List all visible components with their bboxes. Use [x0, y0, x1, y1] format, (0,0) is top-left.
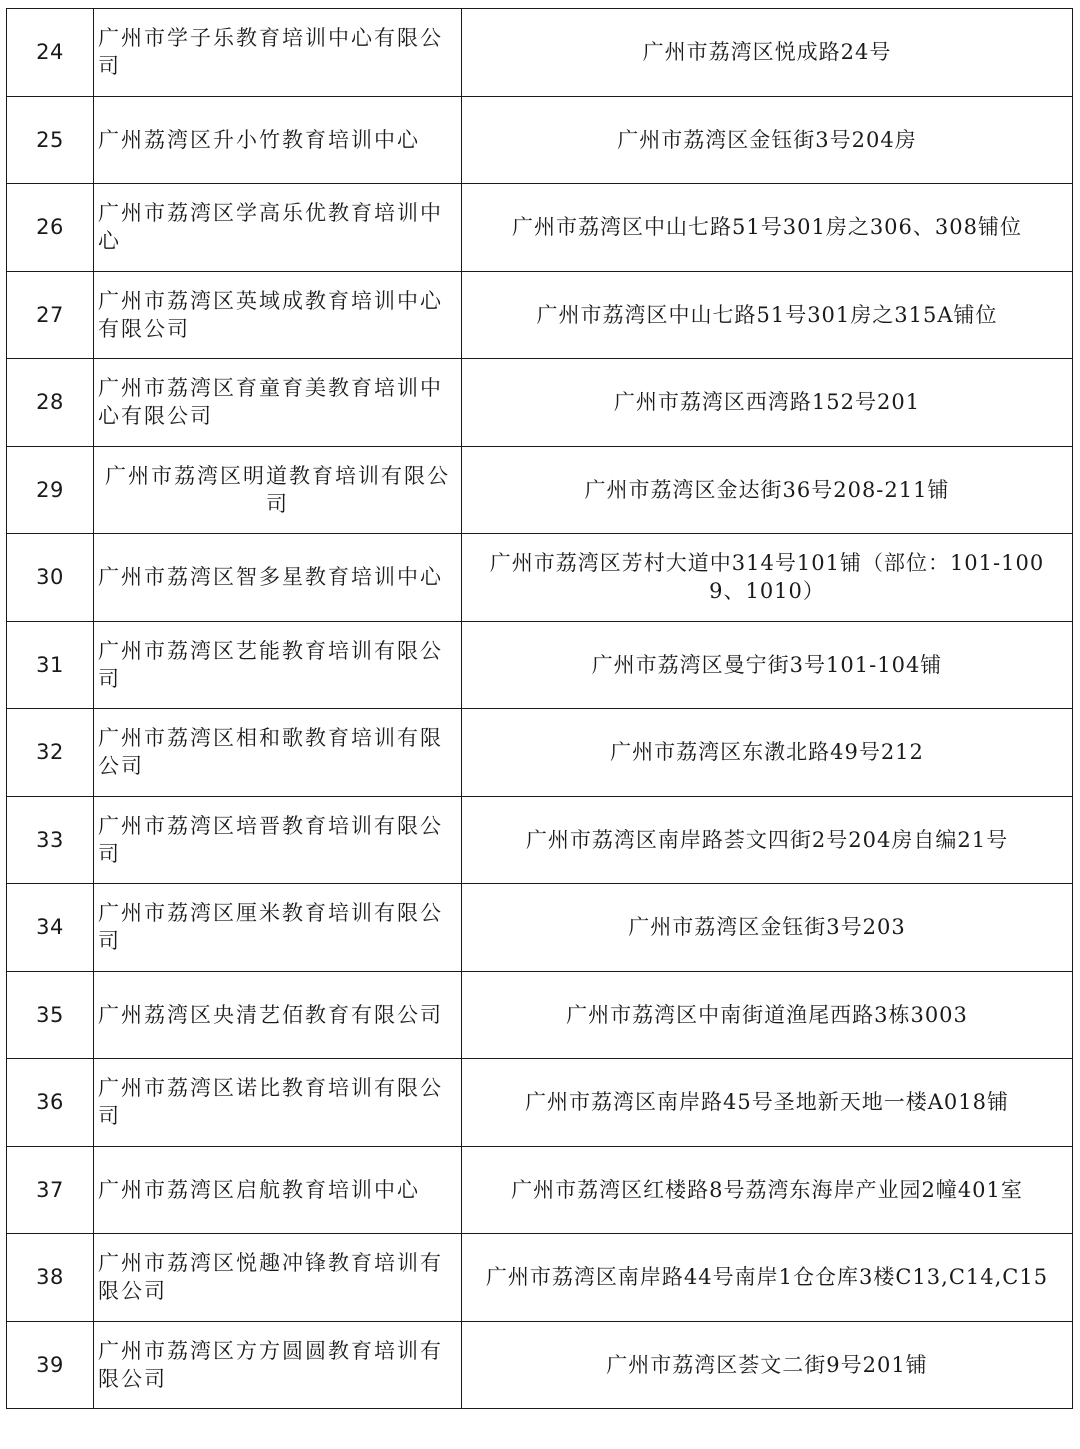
institution-name: 广州市荔湾区明道教育培训有限公司	[94, 446, 462, 534]
row-number: 28	[7, 359, 94, 447]
table-row	[7, 1146, 1073, 1234]
table-row	[7, 709, 1073, 797]
institution-address: 广州市荔湾区中山七路51号301房之315A铺位	[462, 271, 1073, 359]
institution-address: 广州市荔湾区南岸路45号圣地新天地一楼A018铺	[462, 1059, 1073, 1147]
table-row	[7, 1234, 1073, 1322]
table-row	[7, 1059, 1073, 1147]
institution-address: 广州市荔湾区中山七路51号301房之306、308铺位	[462, 184, 1073, 272]
institution-address: 广州市荔湾区金钰街3号204房	[462, 96, 1073, 184]
institution-address: 广州市荔湾区红楼路8号荔湾东海岸产业园2幢401室	[462, 1146, 1073, 1234]
row-number: 34	[7, 884, 94, 972]
table-row	[7, 1321, 1073, 1409]
institution-address: 广州市荔湾区东漖北路49号212	[462, 709, 1073, 797]
row-number: 38	[7, 1234, 94, 1322]
table-row	[7, 884, 1073, 972]
row-number: 33	[7, 796, 94, 884]
institution-address: 广州市荔湾区金钰街3号203	[462, 884, 1073, 972]
institution-address: 广州市荔湾区悦成路24号	[462, 9, 1073, 97]
row-number: 35	[7, 971, 94, 1059]
institution-address: 广州市荔湾区芳村大道中314号101铺（部位：101-1009、1010）	[462, 534, 1073, 622]
table-row	[7, 96, 1073, 184]
institution-name: 广州市荔湾区英域成教育培训中心有限公司	[94, 271, 462, 359]
institution-name: 广州市学子乐教育培训中心有限公司	[94, 9, 462, 97]
row-number: 25	[7, 96, 94, 184]
institution-name: 广州市荔湾区悦趣冲锋教育培训有限公司	[94, 1234, 462, 1322]
table-row	[7, 796, 1073, 884]
row-number: 27	[7, 271, 94, 359]
document-page	[6, 8, 1072, 1409]
row-number: 31	[7, 621, 94, 709]
row-number: 32	[7, 709, 94, 797]
row-number: 30	[7, 534, 94, 622]
institution-name: 广州市荔湾区方方圆圆教育培训有限公司	[94, 1321, 462, 1409]
institution-name: 广州市荔湾区学高乐优教育培训中心	[94, 184, 462, 272]
table-row	[7, 9, 1073, 97]
institution-name: 广州市荔湾区诺比教育培训有限公司	[94, 1059, 462, 1147]
institution-address: 广州市荔湾区西湾路152号201	[462, 359, 1073, 447]
table-row	[7, 446, 1073, 534]
row-number: 39	[7, 1321, 94, 1409]
row-number: 36	[7, 1059, 94, 1147]
institution-address: 广州市荔湾区金达街36号208-211铺	[462, 446, 1073, 534]
institution-table	[6, 8, 1073, 1409]
table-row	[7, 534, 1073, 622]
row-number: 26	[7, 184, 94, 272]
institution-address: 广州市荔湾区中南街道渔尾西路3栋3003	[462, 971, 1073, 1059]
institution-name: 广州市荔湾区培晋教育培训有限公司	[94, 796, 462, 884]
institution-name: 广州市荔湾区智多星教育培训中心	[94, 534, 462, 622]
table-row	[7, 359, 1073, 447]
row-number: 24	[7, 9, 94, 97]
institution-name: 广州市荔湾区启航教育培训中心	[94, 1146, 462, 1234]
table-row	[7, 971, 1073, 1059]
row-number: 37	[7, 1146, 94, 1234]
institution-name: 广州市荔湾区厘米教育培训有限公司	[94, 884, 462, 972]
institution-name: 广州市荔湾区艺能教育培训有限公司	[94, 621, 462, 709]
institution-name: 广州荔湾区央清艺佰教育有限公司	[94, 971, 462, 1059]
table-row	[7, 271, 1073, 359]
institution-name: 广州市荔湾区相和歌教育培训有限公司	[94, 709, 462, 797]
institution-address: 广州市荔湾区南岸路44号南岸1仓仓库3楼C13,C14,C15	[462, 1234, 1073, 1322]
institution-address: 广州市荔湾区南岸路荟文四街2号204房自编21号	[462, 796, 1073, 884]
institution-name: 广州市荔湾区育童育美教育培训中心有限公司	[94, 359, 462, 447]
table-row	[7, 184, 1073, 272]
institution-address: 广州市荔湾区曼宁街3号101-104铺	[462, 621, 1073, 709]
institution-name: 广州荔湾区升小竹教育培训中心	[94, 96, 462, 184]
row-number: 29	[7, 446, 94, 534]
institution-address: 广州市荔湾区荟文二街9号201铺	[462, 1321, 1073, 1409]
table-row	[7, 621, 1073, 709]
